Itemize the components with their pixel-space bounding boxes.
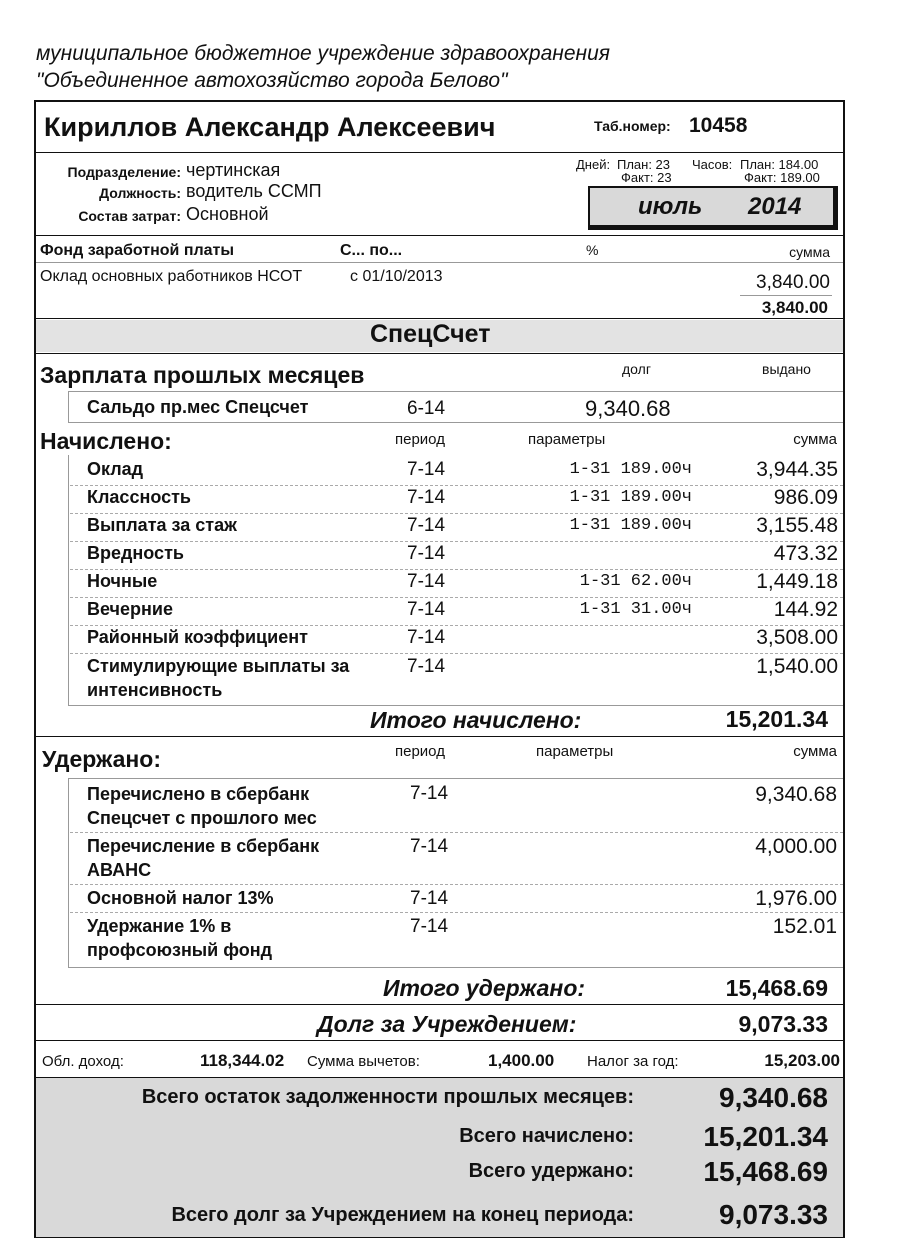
accrued-params: 1-31 189.00ч <box>569 488 692 507</box>
accrued-period: 7-14 <box>407 571 446 592</box>
accrued-col-sum: сумма <box>793 431 837 448</box>
divider <box>36 262 843 263</box>
prev-col-debt: долг <box>622 361 651 377</box>
accrued-period: 7-14 <box>407 543 446 564</box>
annual-deductions: 1,400.00 <box>488 1051 555 1070</box>
accrued-sum: 3,155.48 <box>756 514 838 537</box>
divider <box>70 653 843 654</box>
divider <box>34 353 845 354</box>
withheld-name: Удержание 1% в <box>87 916 232 936</box>
accrued-sum: 473.32 <box>773 542 838 565</box>
debt-value: 9,073.33 <box>738 1011 828 1037</box>
accrued-total-label: Итого начислено: <box>370 707 582 733</box>
divider <box>34 318 845 319</box>
withheld-name-cont: АВАНС <box>87 860 152 880</box>
accrued-col-period: период <box>395 431 445 448</box>
prev-title: Зарплата прошлых месяцев <box>40 362 365 388</box>
divider <box>34 1040 845 1041</box>
annual-tax-label: Налог за год: <box>587 1053 679 1070</box>
fund-header-percent: % <box>586 242 599 258</box>
summary-value: 15,201.34 <box>703 1121 828 1152</box>
org-name-line1: муниципальное бюджетное учреждение здравоохранения <box>36 42 610 65</box>
division-value: чертинская <box>186 160 281 180</box>
fund-header-name: Фонд заработной платы <box>40 242 235 259</box>
hours-fact: Факт: 189.00 <box>744 170 820 185</box>
org-name-line2: "Объединенное автохозяйство города Белово" <box>36 69 508 92</box>
fund-total: 3,840.00 <box>761 298 828 317</box>
accrued-title: Начислено: <box>40 428 172 454</box>
summary-value: 15,468.69 <box>703 1156 828 1187</box>
withheld-name-cont: Спецсчет с прошлого мес <box>87 808 317 828</box>
divider <box>68 967 843 968</box>
divider <box>68 778 843 779</box>
summary-label: Всего удержано: <box>468 1160 634 1182</box>
divider <box>70 884 843 885</box>
divider <box>68 455 69 705</box>
account-title: СпецСчет <box>370 320 491 348</box>
accrued-name: Ночные <box>87 571 158 591</box>
annual-deductions-label: Сумма вычетов: <box>307 1053 420 1070</box>
accrued-params: 1-31 31.00ч <box>579 600 692 619</box>
accrued-period: 7-14 <box>407 459 446 480</box>
fund-header-period: С... по... <box>340 242 403 259</box>
prev-row-name: Сальдо пр.мес Спецсчет <box>87 397 309 417</box>
withheld-total: 15,468.69 <box>725 975 828 1001</box>
accrued-name: Оклад <box>87 459 144 479</box>
accrued-total: 15,201.34 <box>725 706 828 732</box>
accrued-params: 1-31 189.00ч <box>569 516 692 535</box>
fund-row-sum: 3,840.00 <box>756 272 830 293</box>
withheld-period: 7-14 <box>410 888 449 909</box>
divider <box>68 392 69 422</box>
divider <box>68 422 843 423</box>
employee-name: Кириллов Александр Алексеевич <box>44 112 496 142</box>
withheld-name: Перечислено в сбербанк <box>87 784 310 804</box>
withheld-sum: 4,000.00 <box>755 835 837 858</box>
prev-col-issued: выдано <box>762 361 811 377</box>
accrued-period: 7-14 <box>407 515 446 536</box>
accrued-params: 1-31 189.00ч <box>569 460 692 479</box>
accrued-period: 7-14 <box>407 627 446 648</box>
accrued-sum: 144.92 <box>773 598 838 621</box>
cost-value: Основной <box>186 204 269 224</box>
divider <box>740 295 832 296</box>
withheld-period: 7-14 <box>410 836 449 857</box>
accrued-name: Районный коэффициент <box>87 627 308 647</box>
accrued-period: 7-14 <box>407 487 446 508</box>
accrued-name: Стимулирующие выплаты за <box>87 656 350 676</box>
accrued-name: Вечерние <box>87 599 173 619</box>
accrued-name: Классность <box>87 487 191 507</box>
accrued-name-cont: интенсивность <box>87 680 223 700</box>
days-label: Дней: <box>576 157 611 172</box>
divider <box>34 1004 845 1005</box>
days-plan: План: 23 <box>617 157 671 172</box>
accrued-sum: 3,944.35 <box>756 458 838 481</box>
accrued-name: Выплата за стаж <box>87 515 237 535</box>
annual-income-label: Обл. доход: <box>42 1053 124 1070</box>
period-year: 2014 <box>748 193 802 220</box>
divider <box>68 778 69 968</box>
withheld-period: 7-14 <box>410 783 449 804</box>
withheld-col-params: параметры <box>536 743 614 760</box>
accrued-sum: 1,449.18 <box>756 570 838 593</box>
hours-label: Часов: <box>692 157 733 172</box>
accrued-period: 7-14 <box>407 656 446 677</box>
withheld-col-sum: сумма <box>793 743 837 760</box>
tab-number-label: Таб.номер: <box>594 118 671 134</box>
accrued-name: Вредность <box>87 543 184 563</box>
divider <box>68 391 843 392</box>
accrued-period: 7-14 <box>407 599 446 620</box>
days-fact: Факт: 23 <box>621 170 672 185</box>
divider <box>70 832 843 833</box>
debt-label: Долг за Учреждением: <box>317 1011 577 1037</box>
accrued-col-params: параметры <box>528 431 606 448</box>
accrued-sum: 3,508.00 <box>756 626 838 649</box>
prev-row-period: 6-14 <box>407 398 446 419</box>
cost-label: Состав затрат: <box>78 208 181 224</box>
withheld-sum: 1,976.00 <box>755 887 837 910</box>
prev-row-debt: 9,340.68 <box>585 396 671 421</box>
summary-label: Всего остаток задолженности прошлых месяцев: <box>141 1086 634 1108</box>
hours-plan: План: 184.00 <box>740 157 819 172</box>
annual-tax: 15,203.00 <box>764 1051 840 1070</box>
annual-income: 118,344.02 <box>200 1051 285 1070</box>
position-value: водитель ССМП <box>186 181 322 201</box>
withheld-total-label: Итого удержано: <box>383 975 586 1001</box>
division-label: Подразделение: <box>67 164 181 180</box>
accrued-sum: 986.09 <box>773 486 838 509</box>
divider <box>34 736 845 737</box>
withheld-name-cont: профсоюзный фонд <box>87 940 273 960</box>
accrued-params: 1-31 62.00ч <box>579 572 692 591</box>
withheld-title: Удержано: <box>42 746 161 772</box>
accrued-sum: 1,540.00 <box>756 655 838 678</box>
withheld-sum: 9,340.68 <box>755 783 837 806</box>
summary-label: Всего начислено: <box>459 1125 634 1147</box>
withheld-sum: 152.01 <box>772 915 837 938</box>
divider <box>70 912 843 913</box>
summary-label: Всего долг за Учреждением на конец периода: <box>171 1204 634 1226</box>
divider <box>34 152 845 153</box>
withheld-col-period: период <box>395 743 445 760</box>
fund-row-period: с 01/10/2013 <box>350 268 443 285</box>
divider <box>34 235 845 236</box>
withheld-name: Основной налог 13% <box>87 888 274 908</box>
fund-header-sum: сумма <box>789 244 830 260</box>
summary-value: 9,073.33 <box>719 1199 828 1230</box>
withheld-period: 7-14 <box>410 916 449 937</box>
withheld-name: Перечисление в сбербанк <box>87 836 320 856</box>
tab-number: 10458 <box>689 114 748 137</box>
summary-value: 9,340.68 <box>719 1082 828 1113</box>
fund-row-name: Оклад основных работников НСОТ <box>40 268 303 285</box>
period-month: июль <box>638 193 703 220</box>
position-label: Должность: <box>99 185 181 201</box>
